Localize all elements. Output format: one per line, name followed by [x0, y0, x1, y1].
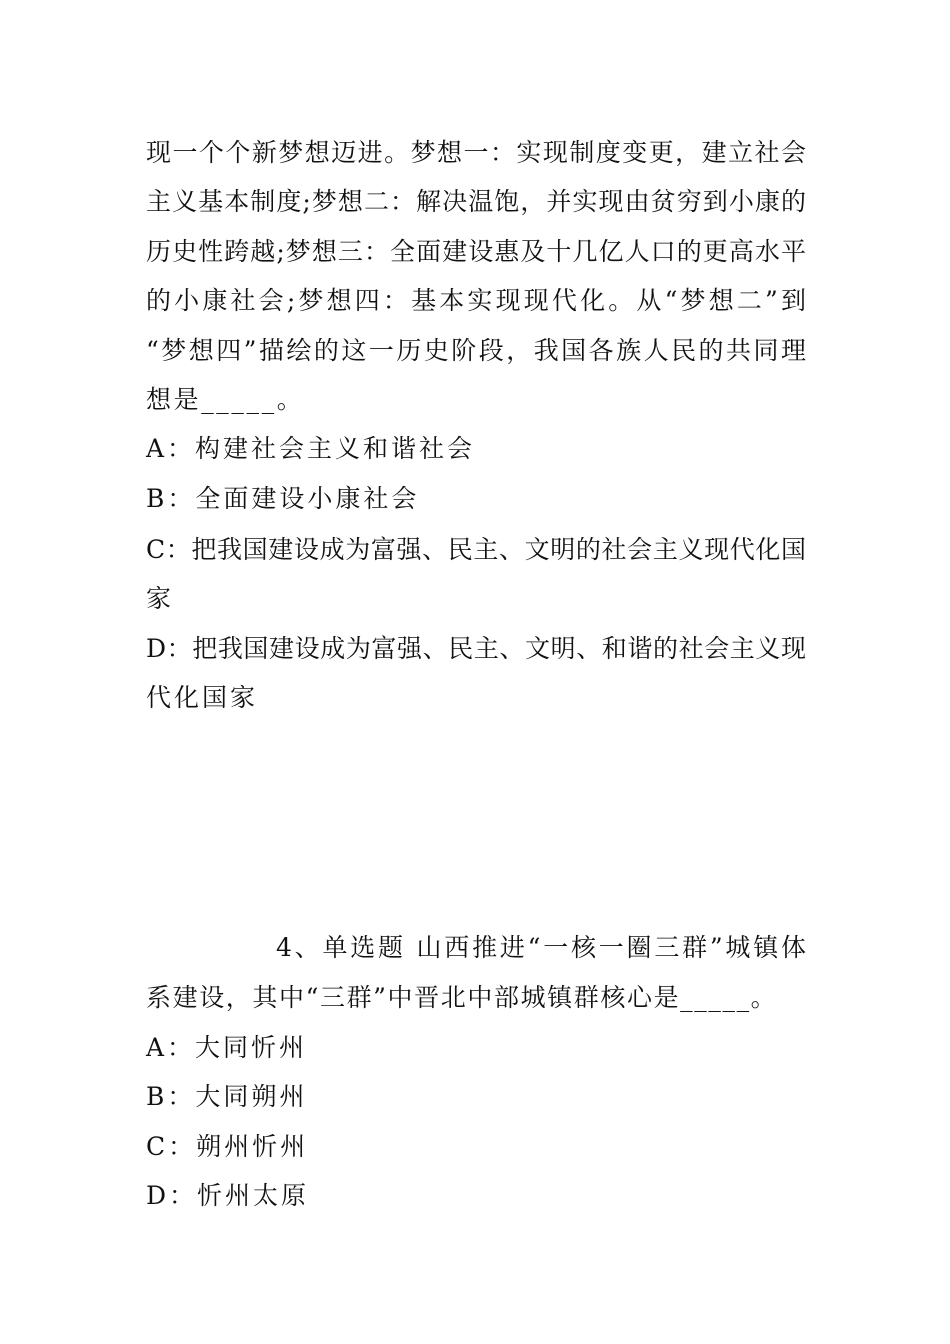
q4-stem-line-1: 4、单选题 山西推进“一核一圈三群”城镇体 [276, 933, 806, 962]
q3-stem-line-1: 现一个个新梦想迈进。梦想一：实现制度变更，建立社会 [146, 138, 806, 167]
q3-stem-line-4: 的小康社会;梦想四：基本实现现代化。从“梦想二”到 [146, 286, 806, 315]
q3-option-b: B：全面建设小康社会 [146, 484, 420, 513]
q4-option-d: D：忻州太原 [146, 1181, 310, 1210]
q3-stem-line-3: 历史性跨越;梦想三：全面建设惠及十几亿人口的更高水平 [146, 237, 806, 266]
q4-option-a: A：大同忻州 [146, 1033, 308, 1062]
q3-option-a: A：构建社会主义和谐社会 [146, 434, 476, 463]
q3-stem-line-2: 主义基本制度;梦想二：解决温饱，并实现由贫穷到小康的 [146, 187, 806, 216]
q4-option-b: B：大同朔州 [146, 1082, 308, 1111]
q3-stem-line-5: “梦想四”描绘的这一历史阶段，我国各族人民的共同理 [146, 336, 806, 365]
q3-option-c-line-1: C：把我国建设成为富强、民主、文明的社会主义现代化国 [146, 535, 806, 564]
q3-option-d-line-2: 代化国家 [146, 683, 259, 712]
q4-stem-line-2: 系建设，其中“三群”中晋北中部城镇群核心是_____。 [146, 983, 778, 1012]
q3-option-d-line-1: D：把我国建设成为富强、民主、文明、和谐的社会主义现 [146, 634, 806, 663]
q3-option-c-line-2: 家 [146, 584, 174, 613]
q3-stem-line-6: 想是_____。 [146, 385, 305, 414]
q4-option-c: C：朔州忻州 [146, 1132, 309, 1161]
